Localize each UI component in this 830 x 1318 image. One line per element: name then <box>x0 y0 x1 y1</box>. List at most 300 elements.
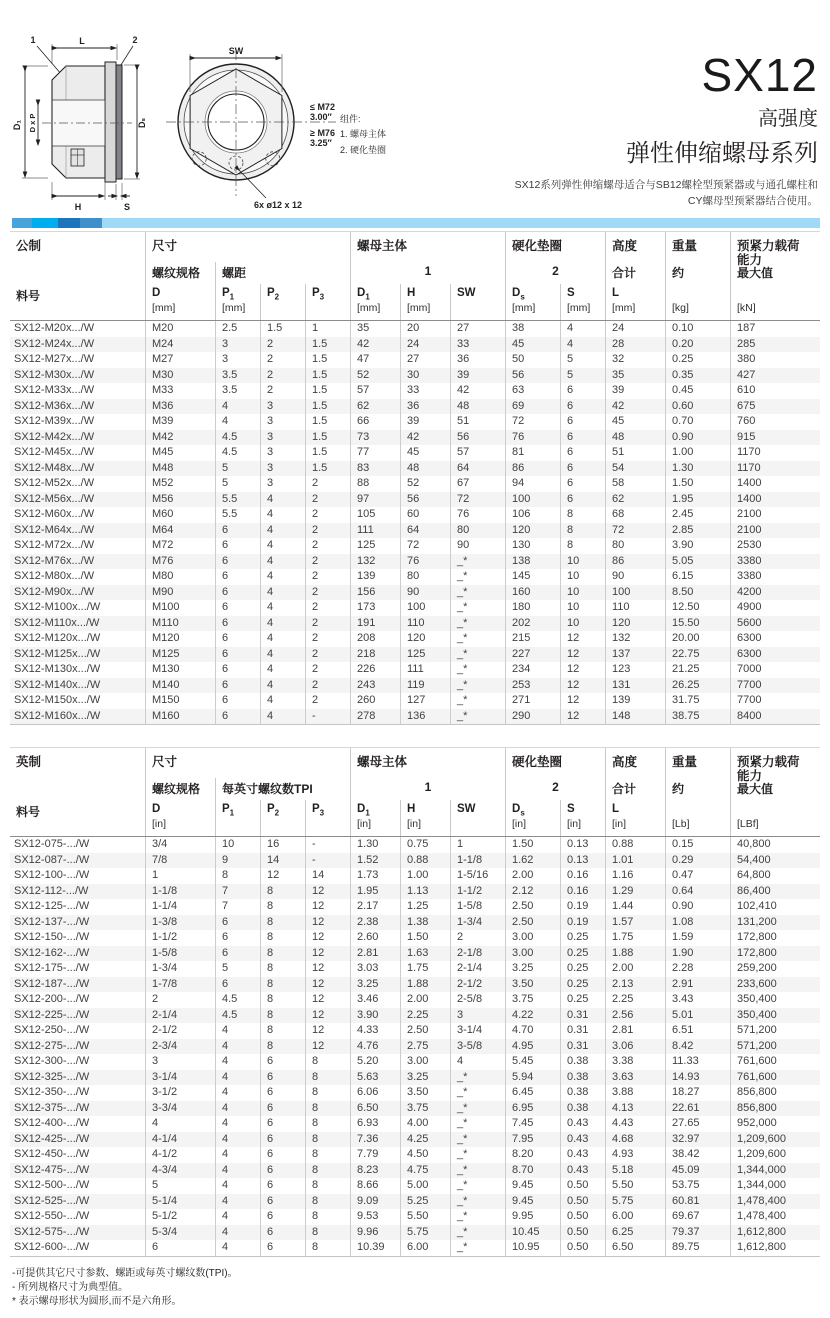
table-cell: 8 <box>260 1039 305 1055</box>
part-number-cell: SX12-M45x.../W <box>14 446 95 458</box>
table-cell: 6 <box>260 1209 305 1225</box>
table-cell: 202 <box>505 616 560 632</box>
table-cell: 2.13 <box>605 977 665 993</box>
table-row <box>10 1194 820 1210</box>
table-cell: _* <box>450 1209 505 1225</box>
table-cell: 64 <box>400 523 450 539</box>
table-cell: 27.65 <box>665 1116 730 1132</box>
table-cell: 0.31 <box>560 1039 605 1055</box>
table-cell: 6 <box>215 930 260 946</box>
table-cell: M160 <box>145 709 215 725</box>
table-cell: 3.5 <box>215 383 260 399</box>
table-cell: 42 <box>605 399 665 415</box>
table-cell: 2-1/4 <box>450 961 505 977</box>
table-cell: 67 <box>450 476 505 492</box>
table-cell: 39 <box>605 383 665 399</box>
table-cell: 4.5 <box>215 992 260 1008</box>
imperial-total-label: 合计 <box>605 778 665 800</box>
table-cell: 63 <box>505 383 560 399</box>
table-cell: 2.50 <box>505 899 560 915</box>
table-cell: 4 <box>560 337 605 353</box>
table-cell: 12.50 <box>665 600 730 616</box>
table-cell: 6 <box>215 647 260 663</box>
table-cell: 51 <box>605 445 665 461</box>
table-cell: 0.43 <box>560 1163 605 1179</box>
table-cell: 4 <box>260 631 305 647</box>
table-cell: 1400 <box>730 476 820 492</box>
table-cell: 2 <box>305 585 350 601</box>
table-cell: 52 <box>400 476 450 492</box>
part-number-cell: SX12-M60x.../W <box>14 508 95 520</box>
table-cell: 0.38 <box>560 1085 605 1101</box>
table-cell: 1170 <box>730 461 820 477</box>
table-cell: 18.27 <box>665 1085 730 1101</box>
table-cell: 8.23 <box>350 1163 400 1179</box>
table-cell: 4.43 <box>605 1116 665 1132</box>
table-cell: 12 <box>305 930 350 946</box>
page-title: SX12 <box>701 49 818 101</box>
table-cell: 8 <box>305 1178 350 1194</box>
imperial-col-S: S [in] <box>560 800 605 836</box>
table-cell: 3 <box>215 352 260 368</box>
table-cell: 8.42 <box>665 1039 730 1055</box>
table-cell: 0.90 <box>665 430 730 446</box>
size-le-inch-label: 3.00″ <box>310 112 332 122</box>
table-row <box>10 1054 820 1070</box>
part-number-cell: SX12-M48x.../W <box>14 461 95 474</box>
table-cell: 2.28 <box>665 961 730 977</box>
table-cell: 30 <box>400 368 450 384</box>
table-cell: 160 <box>505 585 560 601</box>
size-le-label: ≤ M72 <box>310 102 335 112</box>
table-cell: 191 <box>350 616 400 632</box>
table-cell: 8 <box>560 538 605 554</box>
table-cell: 2.00 <box>605 961 665 977</box>
imperial-table <box>10 747 820 1257</box>
table-cell: 24 <box>400 337 450 353</box>
table-cell: 0.60 <box>665 399 730 415</box>
table-cell: 12 <box>560 709 605 725</box>
table-cell: 62 <box>605 492 665 508</box>
table-cell: 856,800 <box>730 1101 820 1117</box>
table-cell: 6 <box>215 600 260 616</box>
table-row <box>10 837 820 853</box>
table-cell: _* <box>450 1240 505 1256</box>
table-cell: 8 <box>305 1070 350 1086</box>
table-cell: _* <box>450 1070 505 1086</box>
table-cell: 4.13 <box>605 1101 665 1117</box>
table-row <box>10 1039 820 1055</box>
table-cell: 38 <box>505 321 560 337</box>
table-cell: 8 <box>260 899 305 915</box>
table-cell: 234 <box>505 662 560 678</box>
table-cell: 4 <box>260 554 305 570</box>
table-cell: 6 <box>560 461 605 477</box>
table-cell: 1.50 <box>400 930 450 946</box>
table-row <box>10 368 820 384</box>
table-cell: 3.00 <box>400 1054 450 1070</box>
table-cell: 3.25 <box>350 977 400 993</box>
front-view <box>166 46 336 210</box>
table-cell: _* <box>450 1194 505 1210</box>
table-cell: 136 <box>400 709 450 725</box>
table-cell: 86 <box>605 554 665 570</box>
table-row <box>10 647 820 663</box>
table-cell: 3.75 <box>400 1101 450 1117</box>
table-cell: 8.66 <box>350 1178 400 1194</box>
table-cell: 427 <box>730 368 820 384</box>
table-cell: 3-3/4 <box>145 1101 215 1117</box>
table-cell: 243 <box>350 678 400 694</box>
table-cell: 4900 <box>730 600 820 616</box>
table-cell: 12 <box>305 992 350 1008</box>
table-cell: 3/4 <box>145 837 215 853</box>
table-cell: 8 <box>215 868 260 884</box>
description-line-1: SX12系列弹性伸缩螺母适合与SB12螺栓型预紧器或与通孔螺柱和 <box>514 179 818 191</box>
table-cell: 8400 <box>730 709 820 725</box>
table-cell: M110 <box>145 616 215 632</box>
table-cell: 1.16 <box>605 868 665 884</box>
table-cell: 5.94 <box>505 1070 560 1086</box>
table-cell: 2-1/2 <box>450 977 505 993</box>
table-cell: 1-3/8 <box>145 915 215 931</box>
table-cell: 48 <box>400 461 450 477</box>
table-row <box>10 430 820 446</box>
table-cell: 1-5/16 <box>450 868 505 884</box>
table-cell: 1,612,800 <box>730 1225 820 1241</box>
table-cell: 6 <box>215 946 260 962</box>
imperial-preload-group-label: 预紧力载荷能力 <box>730 748 820 784</box>
table-cell: 111 <box>400 662 450 678</box>
table-cell: 2.45 <box>665 507 730 523</box>
table-cell: 3.90 <box>665 538 730 554</box>
table-cell: 2.50 <box>400 1023 450 1039</box>
table-cell: 2 <box>305 631 350 647</box>
table-cell: 47 <box>350 352 400 368</box>
table-cell: 290 <box>505 709 560 725</box>
table-cell: 1.30 <box>350 837 400 853</box>
table-cell: 1.5 <box>305 445 350 461</box>
table-cell: 8 <box>305 1240 350 1256</box>
table-cell: 2 <box>450 930 505 946</box>
part-number-cell: SX12-M27x.../W <box>14 353 95 365</box>
table-cell: M33 <box>145 383 215 399</box>
part-number-cell: SX12-M125x.../W <box>14 647 101 660</box>
table-cell: 1400 <box>730 492 820 508</box>
table-cell: 2 <box>305 492 350 508</box>
table-cell: M56 <box>145 492 215 508</box>
table-cell: 761,600 <box>730 1070 820 1086</box>
table-cell: 0.13 <box>560 837 605 853</box>
table-cell: 7700 <box>730 693 820 709</box>
table-cell: 4 <box>215 1070 260 1086</box>
table-cell: 233,600 <box>730 977 820 993</box>
table-cell: 100 <box>505 492 560 508</box>
table-cell: 1.63 <box>400 946 450 962</box>
table-cell: 27 <box>450 321 505 337</box>
table-cell: 3.50 <box>505 977 560 993</box>
table-cell: 12 <box>560 662 605 678</box>
metric-nut-body-number: 1 <box>350 262 505 284</box>
title-block <box>514 49 818 210</box>
table-cell: 4 <box>260 523 305 539</box>
table-cell: 80 <box>400 569 450 585</box>
table-cell: 2-5/8 <box>450 992 505 1008</box>
accent-bar-segment <box>58 218 80 228</box>
table-cell: 0.88 <box>605 837 665 853</box>
component-legend <box>340 112 386 158</box>
metric-weight-group-label: 重量 <box>665 232 730 268</box>
table-cell: 0.19 <box>560 915 605 931</box>
table-row <box>10 678 820 694</box>
table-cell: 1.5 <box>305 337 350 353</box>
table-cell: 3.63 <box>605 1070 665 1086</box>
table-cell: 9.95 <box>505 1209 560 1225</box>
table-cell: 2.75 <box>400 1039 450 1055</box>
imperial-weight-group-label: 重量 <box>665 748 730 784</box>
imperial-tpi-label: 每英寸螺纹数TPI <box>215 778 350 800</box>
table-cell: 7700 <box>730 678 820 694</box>
imperial-washer-number: 2 <box>505 778 605 800</box>
table-cell: 12 <box>305 977 350 993</box>
part-number-cell: SX12-M42x.../W <box>14 430 95 443</box>
table-cell: M30 <box>145 368 215 384</box>
part-number-cell: SX12-250-.../W <box>14 1024 90 1036</box>
part-number-cell: SX12-550-.../W <box>14 1210 90 1222</box>
table-cell: 1 <box>305 321 350 337</box>
table-cell: 8 <box>260 961 305 977</box>
table-cell: M48 <box>145 461 215 477</box>
table-cell: 4 <box>260 616 305 632</box>
table-cell: 6 <box>560 430 605 446</box>
table-row <box>10 853 820 869</box>
table-row <box>10 538 820 554</box>
table-cell: 9.45 <box>505 1194 560 1210</box>
table-cell: 89.75 <box>665 1240 730 1256</box>
table-cell: 259,200 <box>730 961 820 977</box>
table-cell: 12 <box>260 868 305 884</box>
table-cell: M76 <box>145 554 215 570</box>
metric-table <box>10 231 820 725</box>
table-cell: 12 <box>305 961 350 977</box>
table-cell: 4.68 <box>605 1132 665 1148</box>
table-row <box>10 1178 820 1194</box>
table-row <box>10 1147 820 1163</box>
table-cell: 0.50 <box>560 1240 605 1256</box>
table-cell: 3.06 <box>605 1039 665 1055</box>
table-cell: _* <box>450 709 505 725</box>
table-cell: 94 <box>505 476 560 492</box>
table-cell: 10.39 <box>350 1240 400 1256</box>
table-cell: 0.43 <box>560 1147 605 1163</box>
callout-2-label: 2 <box>132 35 138 45</box>
table-cell: 2.60 <box>350 930 400 946</box>
table-cell: 125 <box>350 538 400 554</box>
table-cell: 127 <box>400 693 450 709</box>
table-cell: 1.5 <box>305 352 350 368</box>
table-cell: 5600 <box>730 616 820 632</box>
table-cell: 12 <box>560 647 605 663</box>
table-cell: M72 <box>145 538 215 554</box>
table-cell: 0.20 <box>665 337 730 353</box>
part-number-cell: SX12-500-.../W <box>14 1179 90 1191</box>
table-cell: 22.75 <box>665 647 730 663</box>
table-cell: 1.50 <box>505 837 560 853</box>
table-row <box>10 554 820 570</box>
table-cell: 7.95 <box>505 1132 560 1148</box>
table-cell: 8 <box>305 1209 350 1225</box>
table-cell: 6 <box>215 538 260 554</box>
table-cell: 0.19 <box>560 899 605 915</box>
table-cell: 6.95 <box>505 1101 560 1117</box>
footnote-2: - 所列规格尺寸为典型值。 <box>12 1281 129 1293</box>
table-cell: 8 <box>260 930 305 946</box>
table-cell: 4.5 <box>215 1008 260 1024</box>
table-cell: 3.25 <box>505 961 560 977</box>
table-cell: 1.59 <box>665 930 730 946</box>
table-cell: 137 <box>605 647 665 663</box>
table-cell: 131,200 <box>730 915 820 931</box>
table-cell: 3.25 <box>400 1070 450 1086</box>
table-cell: 54 <box>605 461 665 477</box>
table-cell: 2530 <box>730 538 820 554</box>
table-cell: 3.88 <box>605 1085 665 1101</box>
part-number-cell: SX12-M150x.../W <box>14 694 101 706</box>
table-cell: _* <box>450 662 505 678</box>
imperial-table-header <box>10 747 820 837</box>
table-cell: 4.93 <box>605 1147 665 1163</box>
table-cell: _* <box>450 1147 505 1163</box>
table-cell: 172,800 <box>730 930 820 946</box>
table-cell: 6 <box>260 1116 305 1132</box>
imperial-unit-system-label: 英制 <box>16 755 42 769</box>
table-cell: 6 <box>560 492 605 508</box>
table-cell: 2 <box>305 647 350 663</box>
table-cell: 4 <box>215 414 260 430</box>
table-cell: 2.5 <box>215 321 260 337</box>
table-cell: - <box>305 709 350 725</box>
imperial-nut-body-number: 1 <box>350 778 505 800</box>
part-number-cell: SX12-M64x.../W <box>14 523 95 536</box>
table-cell: _* <box>450 1178 505 1194</box>
table-cell: 72 <box>505 414 560 430</box>
table-row <box>10 352 820 368</box>
table-cell: 45 <box>400 445 450 461</box>
table-cell: 111 <box>350 523 400 539</box>
table-cell: 4 <box>260 538 305 554</box>
part-number-cell: SX12-075-.../W <box>14 838 90 850</box>
table-cell: M36 <box>145 399 215 415</box>
table-cell: 4 <box>215 399 260 415</box>
part-number-cell: SX12-M100x.../W <box>14 601 101 613</box>
part-number-cell: SX12-600-.../W <box>14 1241 90 1253</box>
table-cell: M27 <box>145 352 215 368</box>
accent-bar-segment <box>12 218 32 228</box>
table-cell: 5.5 <box>215 507 260 523</box>
table-cell: 79.37 <box>665 1225 730 1241</box>
table-cell: 2 <box>305 569 350 585</box>
table-cell: 187 <box>730 321 820 337</box>
table-cell: 6.93 <box>350 1116 400 1132</box>
table-cell: 856,800 <box>730 1085 820 1101</box>
table-cell: 42 <box>350 337 400 353</box>
table-cell: 5.20 <box>350 1054 400 1070</box>
table-cell: 33 <box>450 337 505 353</box>
table-cell: _* <box>450 1225 505 1241</box>
table-cell: 56 <box>505 368 560 384</box>
part-number-cell: SX12-300-.../W <box>14 1055 90 1067</box>
table-cell: 6 <box>215 585 260 601</box>
table-cell: 5 <box>215 476 260 492</box>
table-cell: 8 <box>305 1132 350 1148</box>
table-cell: 5.5 <box>215 492 260 508</box>
part-number-cell: SX12-175-.../W <box>14 962 90 974</box>
imperial-col-SW: SW <box>450 800 505 836</box>
table-cell: 69.67 <box>665 1209 730 1225</box>
table-cell: 0.38 <box>560 1101 605 1117</box>
table-row <box>10 1225 820 1241</box>
table-cell: M130 <box>145 662 215 678</box>
table-cell: M39 <box>145 414 215 430</box>
table-cell: 1.08 <box>665 915 730 931</box>
table-cell: 12 <box>305 1039 350 1055</box>
table-cell: 3.46 <box>350 992 400 1008</box>
part-number-cell: SX12-150-.../W <box>14 931 90 943</box>
table-cell: 0.10 <box>665 321 730 337</box>
table-cell: 0.25 <box>560 930 605 946</box>
legend-item-1: 1. 螺母主体 <box>340 129 387 140</box>
table-row <box>10 1070 820 1086</box>
table-cell: 4.5 <box>215 430 260 446</box>
table-cell: 42 <box>450 383 505 399</box>
table-cell: 119 <box>400 678 450 694</box>
metric-unit-system-label: 公制 <box>16 239 42 253</box>
table-cell: 4.70 <box>505 1023 560 1039</box>
table-cell: 1.00 <box>665 445 730 461</box>
imperial-nut-body-group-label: 螺母主体 <box>350 748 505 784</box>
table-cell: 69 <box>505 399 560 415</box>
imperial-thread-spec-label: 螺纹规格 <box>145 778 215 800</box>
table-cell: 6 <box>260 1054 305 1070</box>
table-cell: M64 <box>145 523 215 539</box>
table-cell: 1,478,400 <box>730 1194 820 1210</box>
metric-col-D: D [mm] <box>145 284 215 320</box>
table-cell: 2.00 <box>505 868 560 884</box>
table-cell: 1-5/8 <box>450 899 505 915</box>
table-cell: 2 <box>305 678 350 694</box>
table-cell: 6.45 <box>505 1085 560 1101</box>
table-cell: 6.00 <box>400 1240 450 1256</box>
part-number-cell: SX12-087-.../W <box>14 853 90 866</box>
table-cell: 2 <box>305 476 350 492</box>
table-cell: 50 <box>505 352 560 368</box>
metric-col-Ds: $D_s$ [mm] <box>505 284 560 320</box>
callout-1-label: 1 <box>30 35 36 45</box>
metric-part-no-label: 料号 <box>16 289 41 303</box>
table-cell: 3 <box>260 430 305 446</box>
table-cell: 2-1/8 <box>450 946 505 962</box>
table-cell: 4 <box>260 569 305 585</box>
part-number-cell: SX12-225-.../W <box>14 1008 90 1021</box>
table-cell: 16 <box>260 837 305 853</box>
part-number-cell: SX12-137-.../W <box>14 915 90 928</box>
table-cell: 8 <box>260 992 305 1008</box>
table-cell: _* <box>450 693 505 709</box>
table-cell: 215 <box>505 631 560 647</box>
table-cell: 4 <box>215 1240 260 1256</box>
table-cell: 1 <box>145 868 215 884</box>
table-row <box>10 476 820 492</box>
